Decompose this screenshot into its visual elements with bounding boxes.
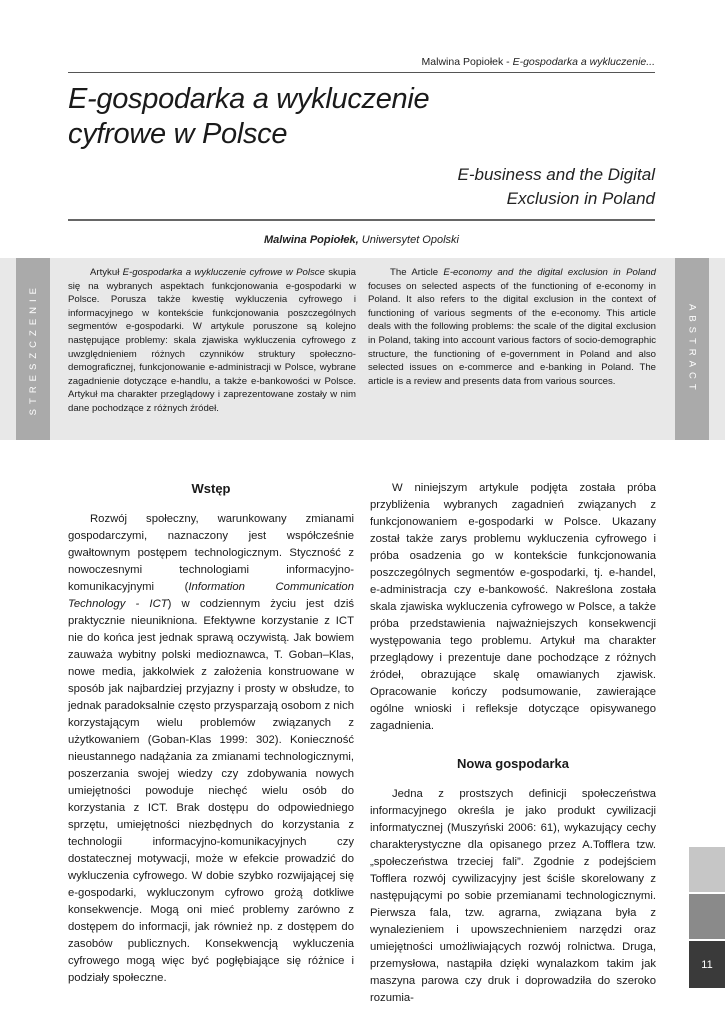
- title-en-line-1: E-business and the Digital: [457, 165, 655, 184]
- streszczenie-pre: Artykuł: [90, 267, 123, 278]
- streszczenie-label: STRESZCZENIE: [27, 282, 39, 416]
- title-en-line-2: Exclusion in Poland: [506, 189, 655, 208]
- top-rule: [68, 72, 655, 73]
- title-pl-line-2: cyfrowe w Polsce: [68, 118, 288, 150]
- body-column-left: [68, 480, 354, 987]
- paragraph-intro-1: [68, 511, 354, 987]
- section-heading-nowa-gospodarka: Nowa gospodarka: [457, 756, 569, 771]
- author-line: [68, 234, 655, 246]
- streszczenie-article-title: E-gospodarka a wykluczenie cyfrowe w Polsce: [122, 267, 325, 278]
- running-head-author: Malwina Popiołek -: [421, 56, 513, 68]
- streszczenie-text: [68, 266, 356, 416]
- paragraph-intro-1-term: Information Communication Technology - ICT: [68, 581, 354, 610]
- paragraph-nowa-1: Jedna z prostszych definicji społeczeństwa informacyjnego określa je jako produkt cywilizacji informatycznej (Muszyński 2006: 61), wykazujący cechy charakterystyczne dla opisanego przez A.Tofflera tzw. „społeczeństwa trzeciej fali”. Zgodnie z podejściem Tofflera rozwój cywilizacyjny jest ściśle skorelowany z następującymi po sobie przemianami technologicznymi. Pierwsza fala, tzw. agrarna, związana była z wynalezieniem i upowszechnieniem narzędzi oraz umiejętności umożliwiających rozwój rolnictwa. Druga, przemysłowa, nastąpiła dzięki wynalazkom takim jak maszyna parowa czy druk i doprowadziła do szeroko rozumia-: [370, 788, 656, 1004]
- abstract-rest: focuses on selected aspects of the functioning of e-economy in Poland. It also refers to the digital exclusion in the context of functioning of various segments of the e-economy. This article deals with the following problems: the scale of the digital exclusion in Poland, taking into account various factors of socio-demographic structure, the functioning of e-government in Poland and also selected issues on e-commerce and e-banking in Poland. The article is a review and presents data from various sources.: [368, 280, 656, 387]
- title-rule: [68, 219, 655, 221]
- abstract-text: [368, 266, 656, 388]
- abstract-pre: The Article: [390, 267, 444, 278]
- abstract-tab: [675, 258, 709, 440]
- thumb-tab-light: [689, 847, 725, 892]
- running-head: [422, 56, 655, 68]
- title-pl-line-1: E-gospodarka a wykluczenie: [68, 83, 430, 115]
- paragraph-intro-1-a: Rozwój społeczny, warunkowany zmianami gospodarczymi, naznaczony jest współcześnie gwałtownym postępem technologicznym. Styczność z nowoczesnymi technologiami informacyjno-komunikacyjnymi (: [68, 513, 354, 593]
- abstract-label: ABSTRACT: [686, 303, 698, 395]
- article-title-polish: [68, 82, 588, 152]
- streszczenie-rest: skupia się na wybranych aspektach funkcjonowania e-gospodarki w Polsce. Porusza także kwestię wykluczenia cyfrowego i informacyjnego w kontekście funkcjonowania poszczególnych segmentów e-gospodarki. W artykule poruszone są kolejno następujące problemy: skala zjawiska wykluczenia cyfrowego z uwzględnieniem różnych czynników struktury społeczno-demograficznej, funkcjonowanie e-administracji w Polsce, wybrane zagadnienie dotyczące e-handlu, a także e-bankowości w Polsce. Artykuł ma charakter przeglądowy i zaprezentowane zostały w nim dane pochodzące z różnych źródeł.: [68, 267, 356, 414]
- author-name: Malwina Popiołek,: [263, 234, 359, 246]
- running-head-title: E-gospodarka a wykluczenie...: [512, 56, 655, 68]
- page-number: 11: [701, 958, 713, 971]
- thumb-tab-mid: [689, 894, 725, 939]
- abstract-article-title: E-economy and the digital exclusion in Poland: [443, 267, 656, 278]
- paragraph-intro-1-c: ) w codziennym życiu jest dziś praktycznie nieunikniona. Efektywne korzystanie z ICT nie do końca jest jednak sprawą oczywistą. Jak bowiem zauważa wybitny polski medioznawca, T. Goban–Klas, nowe media, jakkolwiek z założenia konstruowane w sposób jak najbardziej przyjazny i prosty w obsłudze, to jednak paradoksalnie często przysparzają osobom z nich korzystającym wielu problemów związanych z użytkowaniem (Goban-Klas 1999: 302). Konieczność nieustannego nadążania za zmianami technologicznymi, poszerzania swojej wiedzy czy zdobywania nowych umiejętności powoduje niechęć wielu osób do korzystania z ICT. Brak dostępu do odpowiedniego sprzętu, umiejętności niezbędnych do korzystania z technologii informacyjno-komunikacyjnych czy dostatecznej motywacji, może w efekcie prowadzić do wykluczenia cyfrowego. W dobie szybko rozwijającej się e-gospodarki, wykluczonym cyfrowo grożą dotkliwe konsekwencje. Mogą oni mieć problemy zarówno z dostępem do informacji, jak również np. z dostępem do zasobów publicznych. Konsekwencją wykluczenia cyfrowego mogą więc być pogłębiające się różnice i podziały społeczne.: [68, 598, 354, 984]
- section-heading-wstep: Wstęp: [191, 481, 231, 496]
- paragraph-intro-2: W niniejszym artykule podjęta została próba przybliżenia wybranych zagadnień związanych z funkcjonowaniem e-gospodarki w Polsce. Ukazany został także zarys problemu wykluczenia cyfrowego i próba osadzenia go w kontekście funkcjonowania poszczególnych segmentów e-gospodarki, tj. e-handel, e-administracja czy e-bankowość. Nakreślona została skala zjawiska wykluczenia cyfrowego w Polsce, a także próba przedstawienia najważniejszych konsekwencji występowania tego problemu. Artykuł ma charakter przeglądowy i prezentuje dane pochodzące z różnych źródeł, obrazujące skalę omawianych zjawisk. Opracowanie kończy podsumowanie, zawierające ogólne wnioski i refleksje dotyczące opisywanego zagadnienia.: [370, 482, 656, 732]
- article-title-english: [295, 163, 655, 211]
- body-column-right: [370, 480, 656, 1007]
- author-affiliation: Uniwersytet Opolski: [358, 234, 459, 246]
- streszczenie-tab: [16, 258, 50, 440]
